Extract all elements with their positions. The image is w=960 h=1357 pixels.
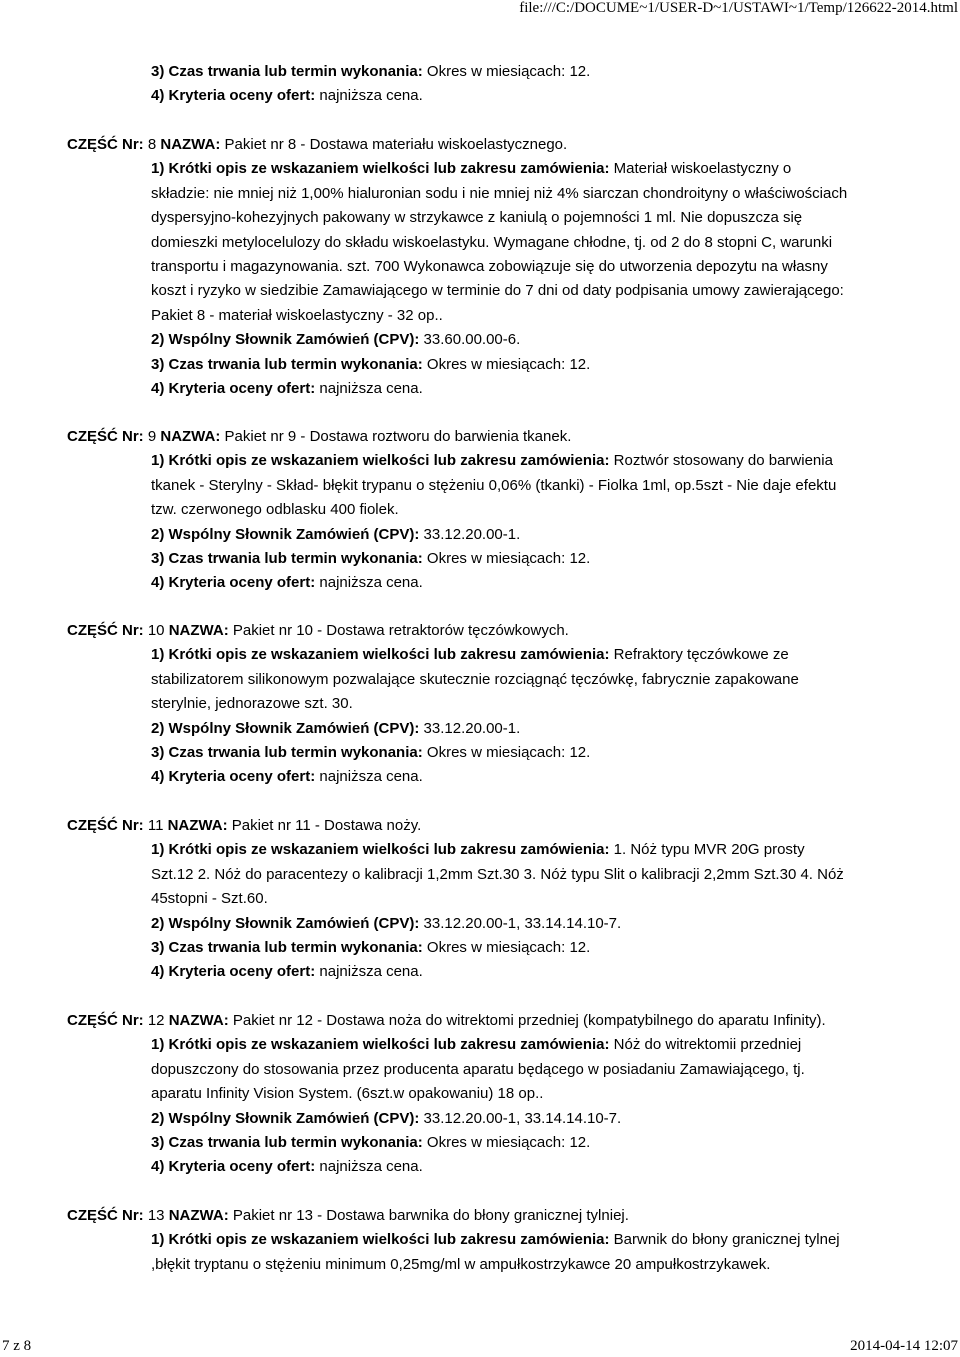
nazwa-label: NAZWA: xyxy=(160,428,221,445)
description-line xyxy=(151,477,836,495)
czesc-label: CZĘŚĆ Nr: xyxy=(67,1012,144,1029)
description-text: tzw. czerwonego odblasku 400 fiolek. xyxy=(151,501,399,519)
part-header xyxy=(67,428,571,446)
czas-label: 3) Czas trwania lub termin wykonania: xyxy=(151,63,423,80)
kryteria-label: 4) Kryteria oceny ofert: xyxy=(151,1158,316,1176)
part-name: Pakiet nr 11 - Dostawa noży. xyxy=(231,817,422,834)
description-line xyxy=(151,209,802,227)
opis-label: 1) Krótki opis ze wskazaniem wielkości lub zakresu zamówienia: xyxy=(151,452,610,470)
description-text: 1. Nóż typu MVR 20G prosty xyxy=(613,841,805,859)
czas-label: 3) Czas trwania lub termin wykonania: xyxy=(151,744,423,761)
part-number: 12 xyxy=(147,1012,165,1029)
description-text: dopuszczony do stosowania przez producenta aparatu będącego w posiadaniu Zamawiającego, tj. xyxy=(151,1060,805,1078)
part-name: Pakiet nr 8 - Dostawa materiału wiskoelastycznego. xyxy=(224,136,568,153)
part-header xyxy=(67,817,421,835)
document-url: file:///C:/DOCUME~1/USER-D~1/USTAWI~1/Temp/126622-2014.html xyxy=(519,0,958,16)
cpv-label: 2) Wspólny Słownik Zamówień (CPV): xyxy=(151,1109,420,1127)
cpv-line xyxy=(151,720,520,738)
kryteria-value: najniższa cena. xyxy=(319,1158,423,1176)
czesc-label: CZĘŚĆ Nr: xyxy=(67,428,144,445)
nazwa-label: NAZWA: xyxy=(167,817,228,834)
kryteria-value: najniższa cena. xyxy=(319,380,423,397)
kryteria-line xyxy=(151,963,423,981)
description-text: Szt.12 2. Nóż do paracentezy o kalibracji 1,2mm Szt.30 3. Nóż typu Slit o kalibracji 2,2mm Szt.30 4. Nóż xyxy=(151,865,844,883)
czas-label: 3) Czas trwania lub termin wykonania: xyxy=(151,939,423,956)
description-line xyxy=(151,1256,770,1274)
part-number: 11 xyxy=(147,817,164,834)
part-header xyxy=(67,1207,629,1225)
description-line xyxy=(151,501,399,519)
cpv-label: 2) Wspólny Słownik Zamówień (CPV): xyxy=(151,719,420,737)
description-text: ,błękit tryptanu o stężeniu minimum 0,25mg/ml w ampułkostrzykawce 20 ampułkostrzykawek. xyxy=(151,1255,771,1273)
description-text: Barwnik do błony granicznej tylnej xyxy=(613,1231,840,1249)
description-text: koszt i ryzyko w siedzibie Zamawiającego w terminie do 7 dni od daty podpisania umowy zawierającego: xyxy=(151,282,844,300)
part-name: Pakiet nr 13 - Dostawa barwnika do błony granicznej tylniej. xyxy=(232,1207,629,1224)
kryteria-line xyxy=(151,574,423,592)
description-line xyxy=(151,646,789,664)
nazwa-label: NAZWA: xyxy=(160,136,221,153)
cpv-value: 33.12.20.00-1, 33.14.14.10-7. xyxy=(423,1109,622,1127)
description-line xyxy=(151,890,268,908)
kryteria-line xyxy=(151,768,423,786)
czas-line xyxy=(151,356,590,374)
cpv-label: 2) Wspólny Słownik Zamówień (CPV): xyxy=(151,331,420,349)
description-line xyxy=(151,160,791,178)
part-name: Pakiet nr 10 - Dostawa retraktorów tęczówkowych. xyxy=(232,622,569,639)
description-text: sterylnie, jednorazowe szt. 30. xyxy=(151,695,353,713)
czesc-label: CZĘŚĆ Nr: xyxy=(67,622,144,639)
kryteria-label: 4) Kryteria oceny ofert: xyxy=(151,87,316,104)
czas-value: Okres w miesiącach: 12. xyxy=(426,744,591,761)
kryteria-value: najniższa cena. xyxy=(319,963,423,981)
description-text: domieszki metylocelulozy do składu wiskoelastyku. Wymagane chłodne, tj. od 2 do 8 stopni C, warunki xyxy=(151,233,833,251)
cpv-value: 33.12.20.00-1. xyxy=(423,525,521,543)
prev-part-czas xyxy=(151,63,590,81)
opis-label: 1) Krótki opis ze wskazaniem wielkości lub zakresu zamówienia: xyxy=(151,1231,610,1249)
description-text: Materiał wiskoelastyczny o xyxy=(613,160,792,178)
czas-label: 3) Czas trwania lub termin wykonania: xyxy=(151,355,423,373)
description-text: aparatu Infinity Vision System. (6szt.w opakowaniu) 18 op.. xyxy=(151,1085,544,1103)
description-line xyxy=(151,1061,805,1079)
kryteria-label: 4) Kryteria oceny ofert: xyxy=(151,768,316,786)
czas-value: Okres w miesiącach: 12. xyxy=(426,939,591,956)
czas-line xyxy=(151,744,590,762)
description-line xyxy=(151,695,353,713)
description-text: składzie: nie mniej niż 1,00% hialuronian sodu i nie mniej niż 4% siarczan chondroityny o właściwościach xyxy=(151,184,848,202)
kryteria-label: 4) Kryteria oceny ofert: xyxy=(151,574,316,592)
czesc-label: CZĘŚĆ Nr: xyxy=(67,136,144,153)
description-text: Pakiet 8 - materiał wiskoelastyczny - 32 op.. xyxy=(151,306,443,324)
kryteria-line xyxy=(151,380,423,398)
description-line xyxy=(151,1231,840,1249)
kryteria-value: najniższa cena. xyxy=(319,768,423,786)
description-line xyxy=(151,1036,801,1054)
description-text: 45stopni - Szt.60. xyxy=(151,890,268,908)
cpv-label: 2) Wspólny Słownik Zamówień (CPV): xyxy=(151,914,420,932)
print-datetime: 2014-04-14 12:07 xyxy=(850,1338,958,1354)
part-number: 9 xyxy=(147,428,157,445)
czas-value: Okres w miesiącach: 12. xyxy=(426,355,591,373)
czas-line xyxy=(151,550,590,568)
nazwa-label: NAZWA: xyxy=(168,1012,229,1029)
cpv-label: 2) Wspólny Słownik Zamówień (CPV): xyxy=(151,525,420,543)
opis-label: 1) Krótki opis ze wskazaniem wielkości lub zakresu zamówienia: xyxy=(151,160,610,178)
nazwa-label: NAZWA: xyxy=(168,1207,229,1224)
description-line xyxy=(151,1085,543,1103)
part-header xyxy=(67,622,569,640)
description-text: stabilizatorem silikonowym pozwalające skutecznie rozciągnąć tęczówkę, fabrycznie zapakowane xyxy=(151,670,799,688)
part-header xyxy=(67,136,567,154)
cpv-line xyxy=(151,1110,621,1128)
czas-value: Okres w miesiącach: 12. xyxy=(426,1134,591,1151)
description-line xyxy=(151,671,799,689)
czas-line xyxy=(151,1134,590,1152)
cpv-line xyxy=(151,526,520,544)
description-line xyxy=(151,185,847,203)
description-line xyxy=(151,258,828,276)
kryteria-value: najniższa cena. xyxy=(319,574,423,592)
cpv-value: 33.12.20.00-1. xyxy=(423,719,521,737)
part-name: Pakiet nr 12 - Dostawa noża do witrektomi przedniej (kompatybilnego do aparatu Infinity). xyxy=(232,1012,826,1029)
page-number: 7 z 8 xyxy=(2,1338,32,1354)
description-text: Nóż do witrektomii przedniej xyxy=(613,1036,802,1054)
description-text: Refraktory tęczówkowe ze xyxy=(613,646,789,664)
czas-line xyxy=(151,939,590,957)
description-text: dyspersyjno-kohezyjnych pakowany w strzykawce z kaniulą o pojemności 1 ml. Nie dopuszcza się xyxy=(151,209,803,227)
opis-label: 1) Krótki opis ze wskazaniem wielkości lub zakresu zamówienia: xyxy=(151,841,610,859)
description-line xyxy=(151,282,844,300)
description-line xyxy=(151,307,443,325)
description-line xyxy=(151,866,844,884)
description-text: transportu i magazynowania. szt. 700 Wykonawca zobowiązuje się do utworzenia depozytu na własny xyxy=(151,258,828,275)
kryteria-label: 4) Kryteria oceny ofert: xyxy=(151,380,316,397)
description-line xyxy=(151,841,805,859)
czas-label: 3) Czas trwania lub termin wykonania: xyxy=(151,1134,423,1151)
description-line xyxy=(151,234,832,252)
description-text: tkanek - Sterylny - Skład- błękit trypanu o stężeniu 0,06% (tkanki) - Fiolka 1ml, op.5szt - Nie daje efektu xyxy=(151,476,837,494)
kryteria-label: 4) Kryteria oceny ofert: xyxy=(151,963,316,981)
opis-label: 1) Krótki opis ze wskazaniem wielkości lub zakresu zamówienia: xyxy=(151,646,610,664)
cpv-line xyxy=(151,331,520,349)
czesc-label: CZĘŚĆ Nr: xyxy=(67,817,144,834)
kryteria-value: najniższa cena. xyxy=(319,87,423,104)
cpv-value: 33.12.20.00-1, 33.14.14.10-7. xyxy=(423,914,622,932)
czas-value: Okres w miesiącach: 12. xyxy=(426,63,591,80)
part-number: 10 xyxy=(147,622,165,639)
czesc-label: CZĘŚĆ Nr: xyxy=(67,1207,144,1224)
cpv-line xyxy=(151,915,621,933)
czas-value: Okres w miesiącach: 12. xyxy=(426,550,591,567)
nazwa-label: NAZWA: xyxy=(168,622,229,639)
prev-part-kryteria xyxy=(151,87,423,105)
opis-label: 1) Krótki opis ze wskazaniem wielkości lub zakresu zamówienia: xyxy=(151,1036,610,1054)
part-name: Pakiet nr 9 - Dostawa roztworu do barwienia tkanek. xyxy=(224,428,572,445)
part-header xyxy=(67,1012,826,1030)
part-number: 8 xyxy=(147,136,157,153)
part-number: 13 xyxy=(147,1207,165,1224)
description-line xyxy=(151,452,833,470)
cpv-value: 33.60.00.00-6. xyxy=(423,331,521,349)
description-text: Roztwór stosowany do barwienia xyxy=(613,452,833,470)
kryteria-line xyxy=(151,1158,423,1176)
czas-label: 3) Czas trwania lub termin wykonania: xyxy=(151,550,423,567)
